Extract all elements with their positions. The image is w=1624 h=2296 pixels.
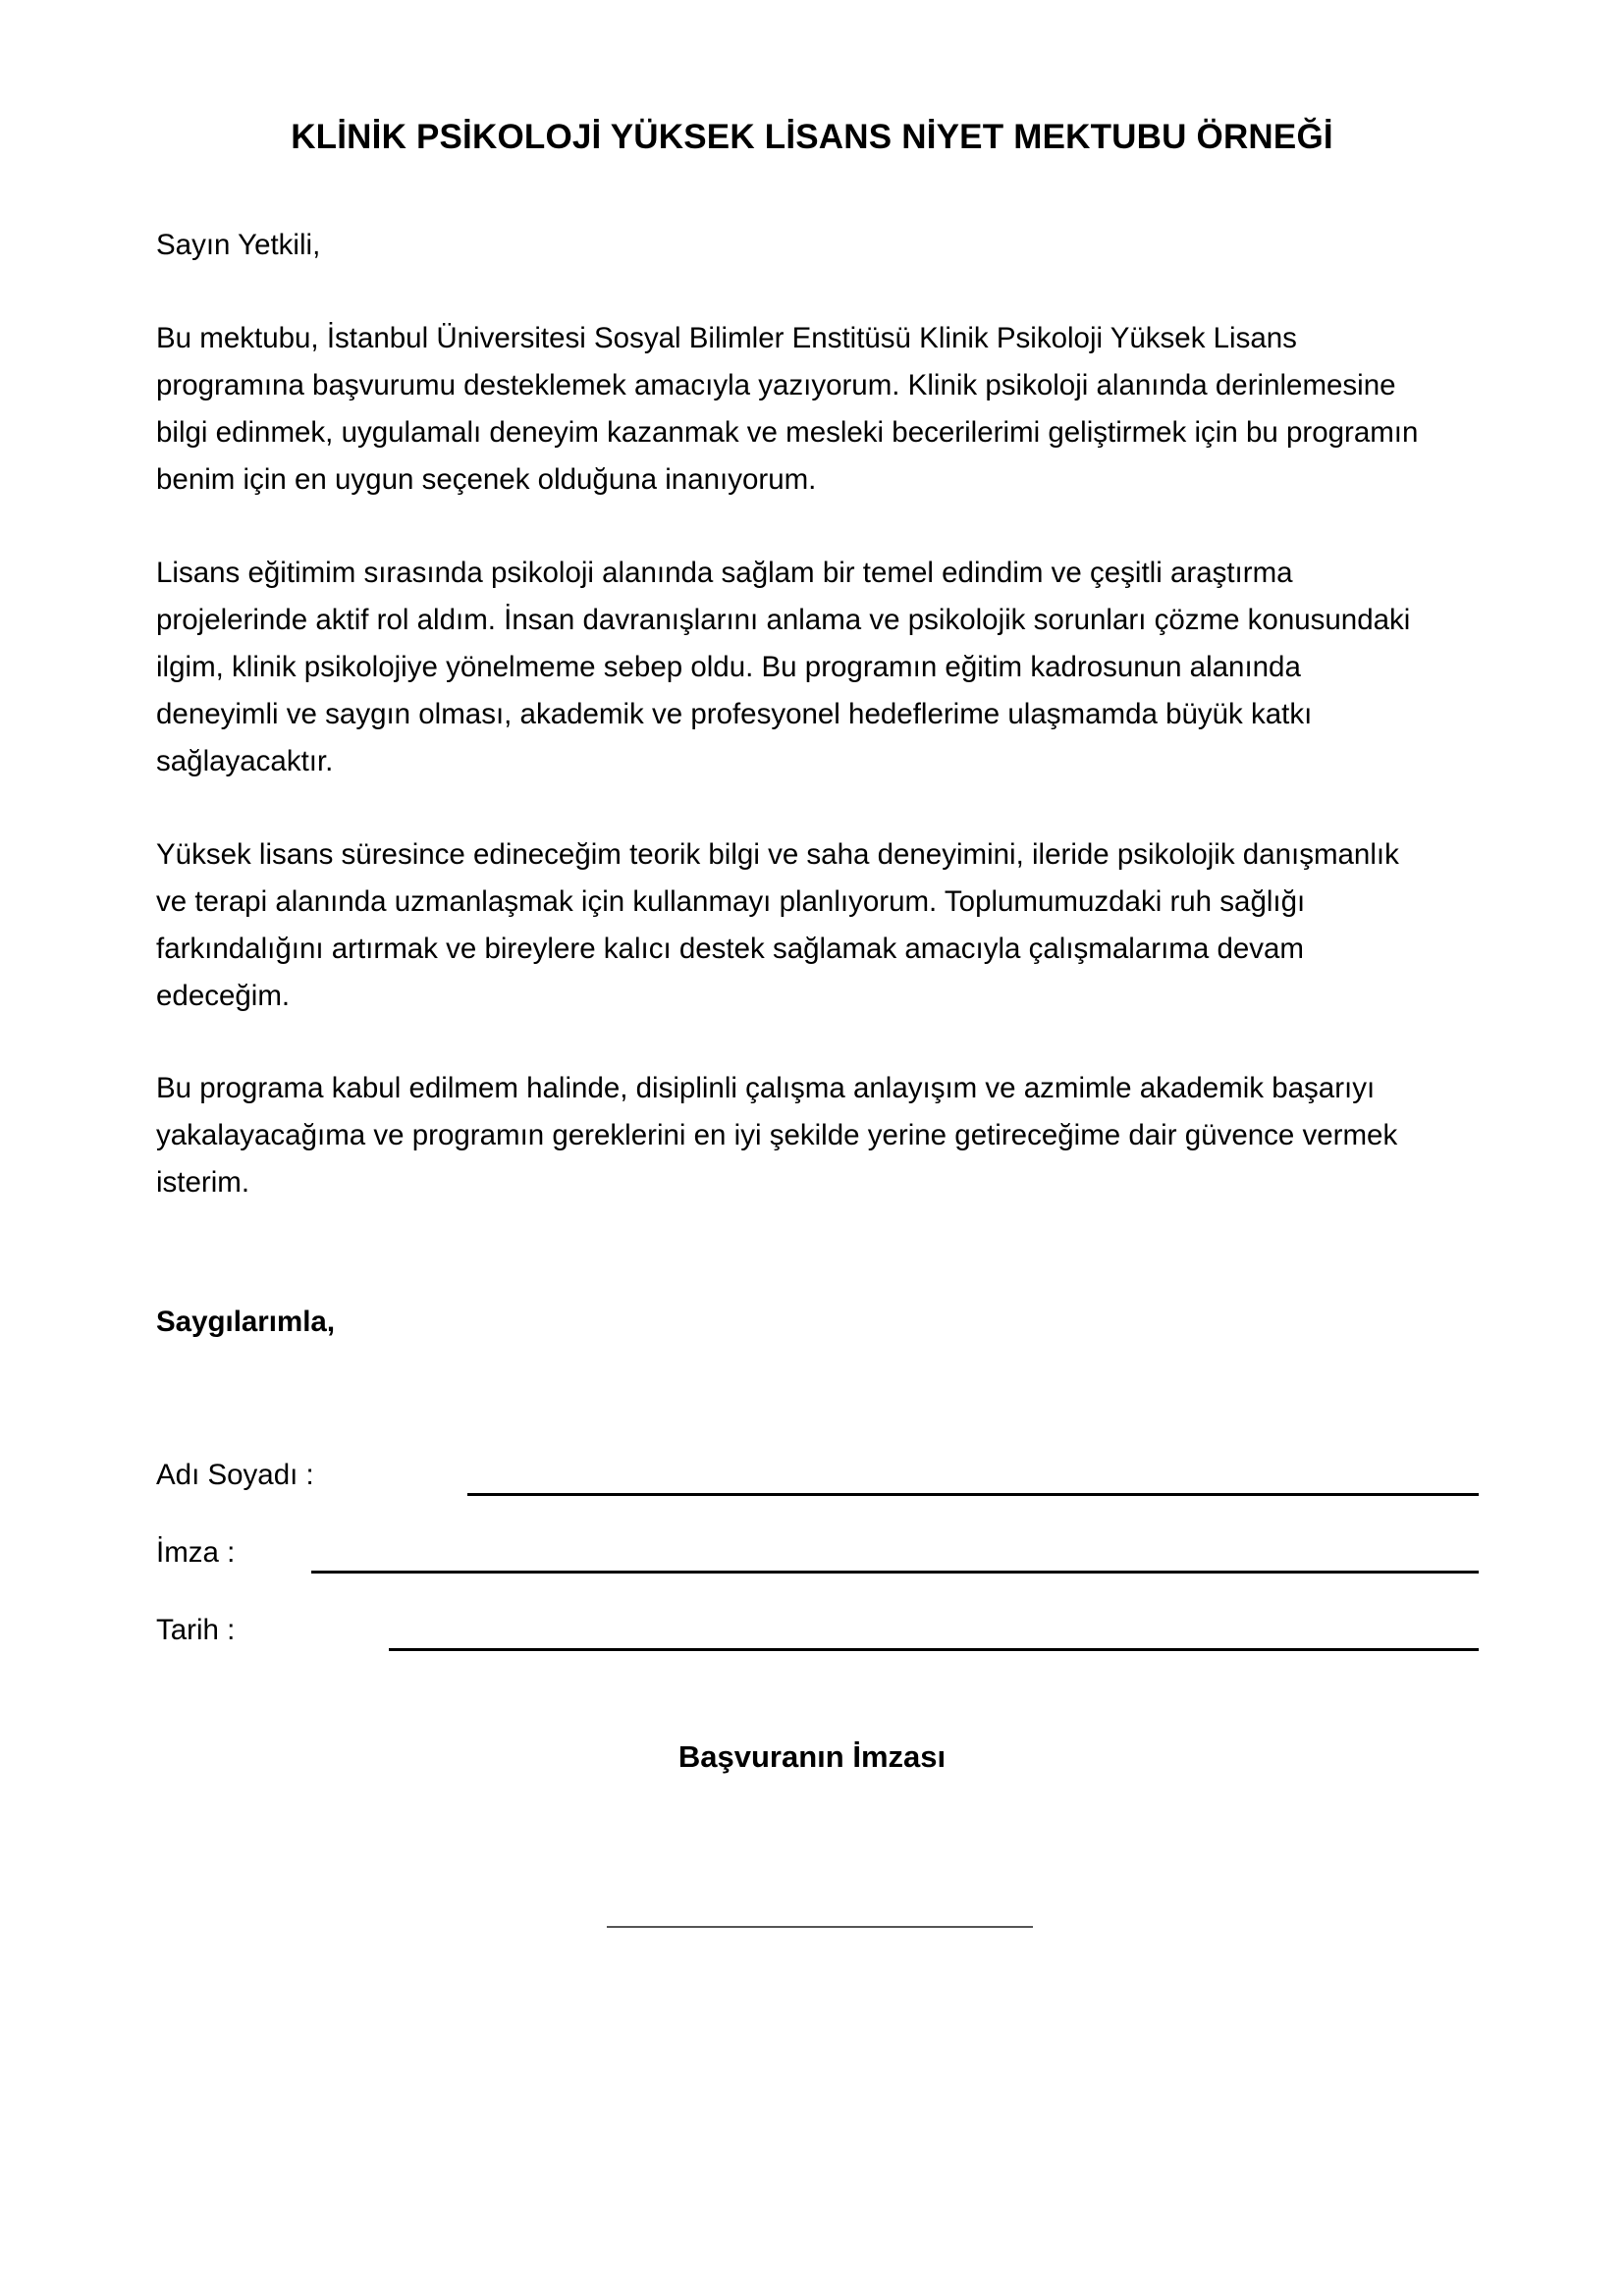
paragraph-4 [156,1065,1501,1206]
paragraph-line: Yüksek lisans süresince edineceğim teorik bilgi ve saha deneyimini, ileride psikolojik danışmanlık [156,838,1399,871]
applicant-signature-line[interactable] [607,1926,1033,1928]
applicant-signature-caption: Başvuranın İmzası [677,1739,947,1774]
greeting [156,222,1501,269]
paragraph-line: sağlayacaktır. [156,745,334,777]
paragraph-line: programına başvurumu desteklemek amacıyla yazıyorum. Klinik psikoloji alanında derinlemesine [156,369,1396,401]
paragraph-line: isterim. [156,1166,250,1199]
paragraph-line: yakalayacağıma ve programın gereklerini en iyi şekilde yerine getireceğime dair güvence vermek [156,1119,1398,1151]
paragraph-line: Bu mektubu, İstanbul Üniversitesi Sosyal Bilimler Enstitüsü Klinik Psikoloji Yüksek Lisans [156,322,1297,354]
name-field-label: Adı Soyadı : [156,1459,314,1491]
paragraph-line: ve terapi alanında uzmanlaşmak için kullanmayı planlıyorum. Toplumumuzdaki ruh sağlığı [156,885,1306,918]
paragraph-line: Lisans eğitimim sırasında psikoloji alanında sağlam bir temel edindim ve çeşitli araştırma [156,557,1293,589]
paragraph-3 [156,831,1501,1020]
closing-salutation: Saygılarımla, [156,1306,336,1338]
signature-field-label: İmza : [156,1536,236,1569]
date-field-label: Tarih : [156,1614,236,1646]
paragraph-line: projelerinde aktif rol aldım. İnsan davranışlarını anlama ve psikolojik sorunları çözme konusundaki [156,604,1411,636]
greeting-text: Sayın Yetkili, [156,229,321,261]
paragraph-line: edeceğim. [156,980,291,1012]
paragraph-line: deneyimli ve saygın olması, akademik ve profesyonel hedeflerime ulaşmamda büyük katkı [156,698,1313,730]
document-title: KLİNİK PSİKOLOJİ YÜKSEK LİSANS NİYET MEKTUBU ÖRNEĞİ [291,118,1333,156]
date-field-line[interactable] [389,1648,1479,1651]
paragraph-line: bilgi edinmek, uygulamalı deneyim kazanmak ve mesleki becerilerimi geliştirmek için bu programın [156,416,1419,449]
paragraph-line: Bu programa kabul edilmem halinde, disiplinli çalışma anlayışım ve azmimle akademik başarıyı [156,1072,1376,1104]
signature-field-line[interactable] [311,1571,1479,1574]
paragraph-line: farkındalığını artırmak ve bireylere kalıcı destek sağlamak amacıyla çalışmalarıma devam [156,933,1304,965]
paragraph-line: ilgim, klinik psikolojiye yönelmeme sebep oldu. Bu programın eğitim kadrosunun alanında [156,651,1301,683]
paragraph-line: benim için en uygun seçenek olduğuna inanıyorum. [156,463,817,496]
paragraph-2 [156,550,1501,785]
name-field-line[interactable] [467,1493,1479,1496]
paragraph-1 [156,315,1501,504]
